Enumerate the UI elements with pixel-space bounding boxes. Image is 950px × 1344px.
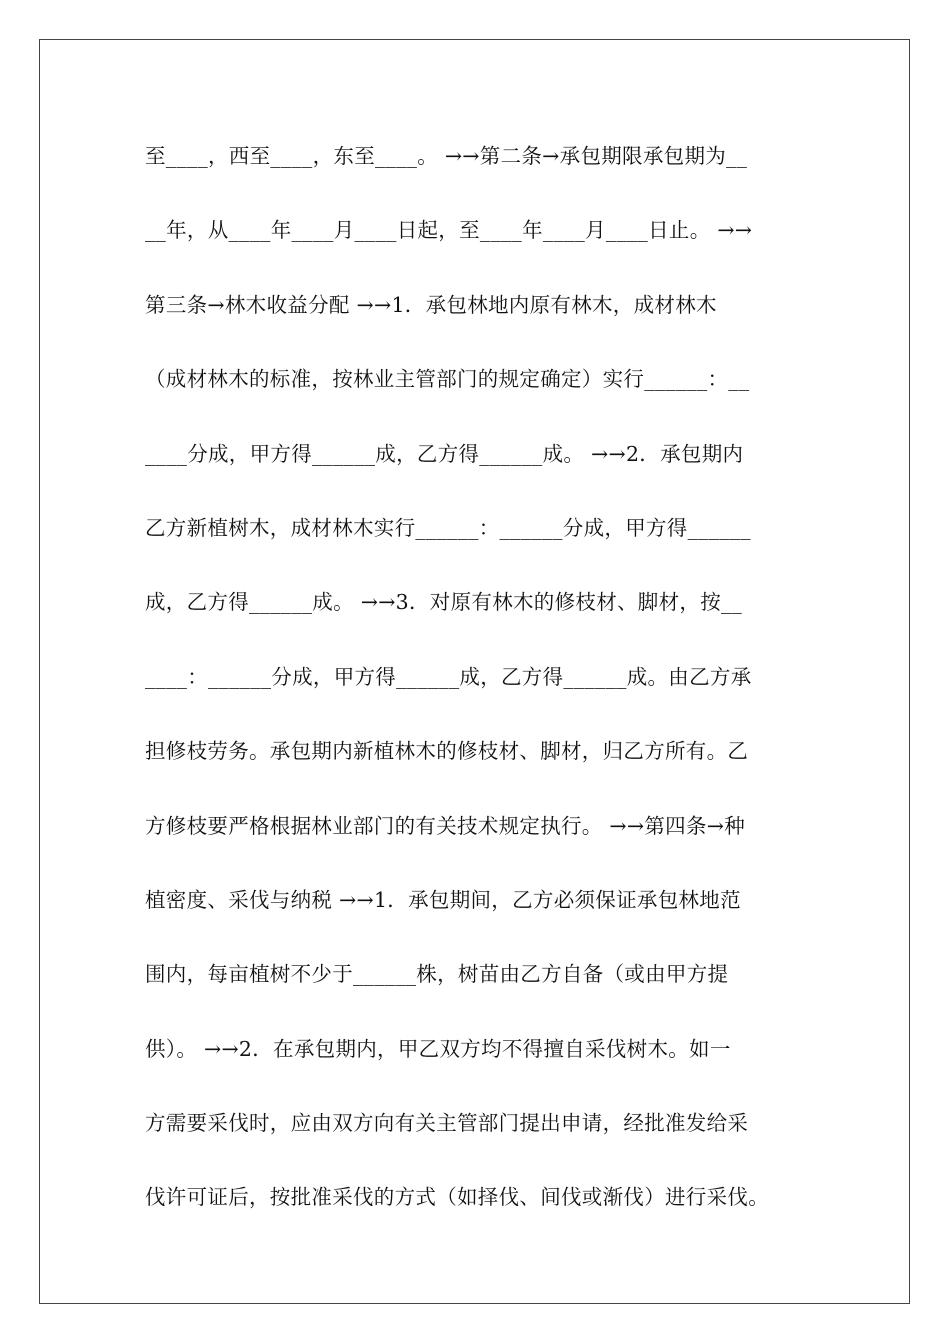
text-line: ____分成，甲方得______成，乙方得______成。 →→2．承包期内: [145, 441, 744, 466]
text-line: （成材林木的标准，按林业主管部门的规定确定）实行______：__: [145, 367, 750, 392]
text-line: 方修枝要严格根据林业部门的有关技术规定执行。 →→第四条→种: [145, 813, 746, 838]
text-line: 植密度、采伐与纳税 →→1．承包期间，乙方必须保证承包林地范: [145, 887, 741, 912]
text-line: 担修枝劳务。承包期内新植林木的修枝材、脚材，归乙方所有。乙: [145, 739, 749, 764]
text-line: 第三条→林木收益分配 →→1．承包林地内原有林木，成材林木: [145, 292, 717, 317]
text-line: 围内，每亩植树不少于______株，树苗由乙方自备（或由甲方提: [145, 962, 729, 987]
text-line: 成，乙方得______成。 →→3．对原有林木的修枝材、脚材，按__: [145, 590, 743, 615]
text-line: 伐许可证后，按批准采伐的方式（如择伐、间伐或渐伐）进行采伐。: [145, 1185, 769, 1210]
text-line: __年，从____年____月____日起，至____年____月____日止。 →→: [145, 218, 753, 243]
text-line: ____：______分成，甲方得______成，乙方得______成。由乙方承: [145, 664, 752, 689]
text-line: 方需要采伐时，应由双方向有关主管部门提出申请，经批准发给采: [145, 1111, 749, 1136]
text-line: 乙方新植树木，成材林木实行______：______分成，甲方得______: [145, 515, 751, 540]
text-line: 供）。 →→2．在承包期内，甲乙双方均不得擅自采伐树木。如一: [145, 1036, 731, 1061]
text-line: 至____，西至____，东至____。 →→第二条→承包期限承包期为__: [145, 144, 748, 168]
contract-text-body: [145, 130, 825, 1246]
